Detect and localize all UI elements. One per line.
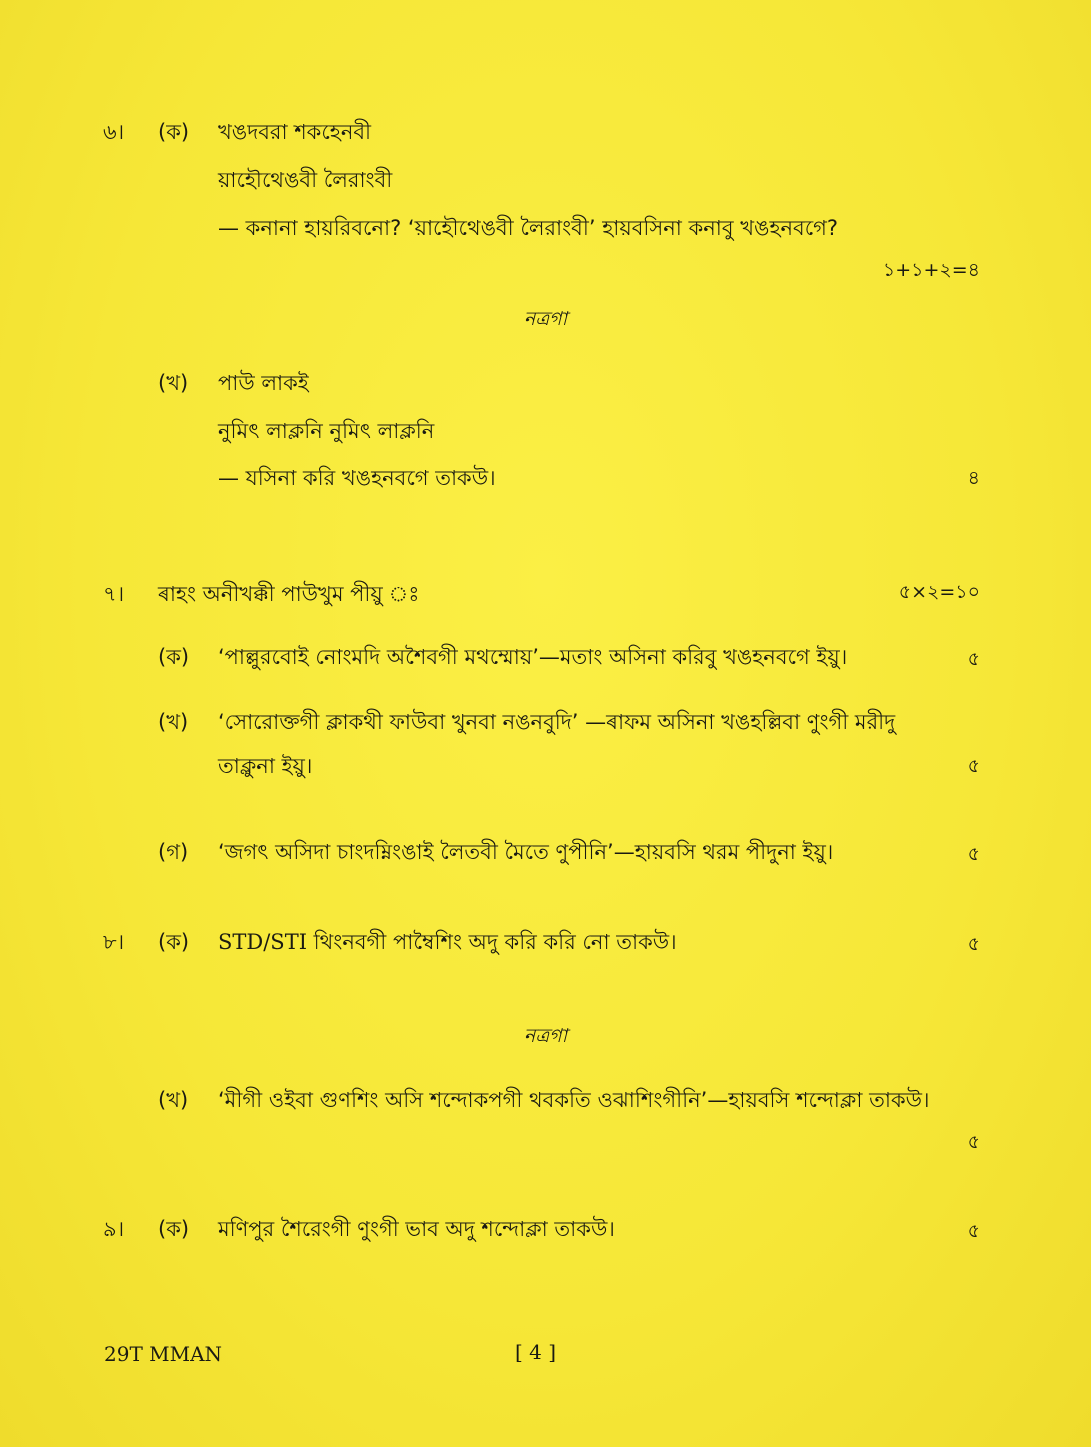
q7-item-c-label: (গ) bbox=[158, 840, 189, 864]
q6-b-marks: ৪ bbox=[967, 467, 980, 489]
q8-number: ৮। bbox=[103, 930, 125, 954]
q8-a-marks: ৫ bbox=[967, 933, 980, 955]
q6-a-label: (ক) bbox=[158, 120, 190, 144]
q6-b-label: (খ) bbox=[158, 371, 189, 395]
q7-item-c-text: ‘জগৎ অসিদা চাংদম্নিংঙাই লৈতবী মৈতে ণুপীনি’—হায়বসি থরম পীদুনা ইয়ু। bbox=[218, 840, 834, 864]
q6-a-line1: খঙদবরা শকহেনবী bbox=[218, 120, 372, 144]
q6-b-line1: পাউ লাকই bbox=[218, 371, 309, 395]
paper-code: 29T MMAN bbox=[104, 1342, 223, 1366]
or-heading-1: নত্রগা bbox=[523, 308, 568, 330]
q7-item-c-marks: ৫ bbox=[967, 843, 980, 865]
q8-a-text: STD/STI থিংনবগী পাম্বৈশিং অদু করি করি নো তাকউ। bbox=[218, 930, 677, 954]
q6-b-question: — যসিনা করি খঙহনবগে তাকউ। bbox=[218, 466, 496, 490]
q7-title: ৰাহং অনীখক্কী পাউখুম পীয়ু ঃ bbox=[158, 582, 420, 606]
page-number: [ 4 ] bbox=[515, 1340, 557, 1364]
q7-item-a-label: (ক) bbox=[158, 645, 190, 669]
q8-a-label: (ক) bbox=[158, 930, 190, 954]
q9-a-label: (ক) bbox=[158, 1217, 190, 1241]
q7-item-b-text: ‘সোরোক্তগী ক্লাকথী ফাউবা খুনবা নঙনবুদি’ —ৰাফম অসিনা খঙহল্লিবা ণুংগী মরীদু তাক্লুনা ইয়ু। bbox=[218, 710, 896, 778]
q7-item-b-marks: ৫ bbox=[967, 755, 980, 777]
q6-a-question: — কনানা হায়রিবনো? ‘য়াহৌথেঙবী লৈরাংবী’ হায়বসিনা কনাবু খঙহনবগে? bbox=[218, 216, 839, 240]
q7-marks: ৫×২=১০ bbox=[898, 581, 980, 603]
q6-a-marks: ১+১+২=৪ bbox=[882, 259, 980, 281]
q8-b-label: (খ) bbox=[158, 1088, 189, 1112]
q6-b-line2: নুমিৎ লাক্লনি নুমিৎ লাক্লনি bbox=[218, 419, 435, 443]
q6-number: ৬। bbox=[103, 120, 125, 144]
q8-b-marks: ৫ bbox=[967, 1131, 980, 1153]
q7-item-a-text: ‘পাল্লুরবোই নোংমদি অশৈবগী মথম্মোয়’—মতাং অসিনা করিবু খঙহনবগে ইয়ু। bbox=[218, 645, 848, 669]
q8-b-text: ‘মীগী ওইবা গুণশিং অসি শন্দোকপগী থবকতি ওঝাশিংগীনি’—হায়বসি শন্দোক্লা তাকউ। bbox=[218, 1088, 930, 1112]
q7-item-b-label: (খ) bbox=[158, 710, 189, 734]
q9-a-marks: ৫ bbox=[967, 1220, 980, 1242]
or-heading-2: নত্রগা bbox=[523, 1025, 568, 1047]
q6-a-line2: য়াহৌথেঙবী লৈরাংবী bbox=[218, 168, 393, 192]
q9-a-text: মণিপুর শৈরেংগী ণুংগী ভাব অদু শন্দোক্লা তাকউ। bbox=[218, 1217, 615, 1241]
q7-number: ৭। bbox=[103, 582, 125, 606]
q9-number: ৯। bbox=[103, 1217, 125, 1241]
q7-item-a-marks: ৫ bbox=[967, 648, 980, 670]
